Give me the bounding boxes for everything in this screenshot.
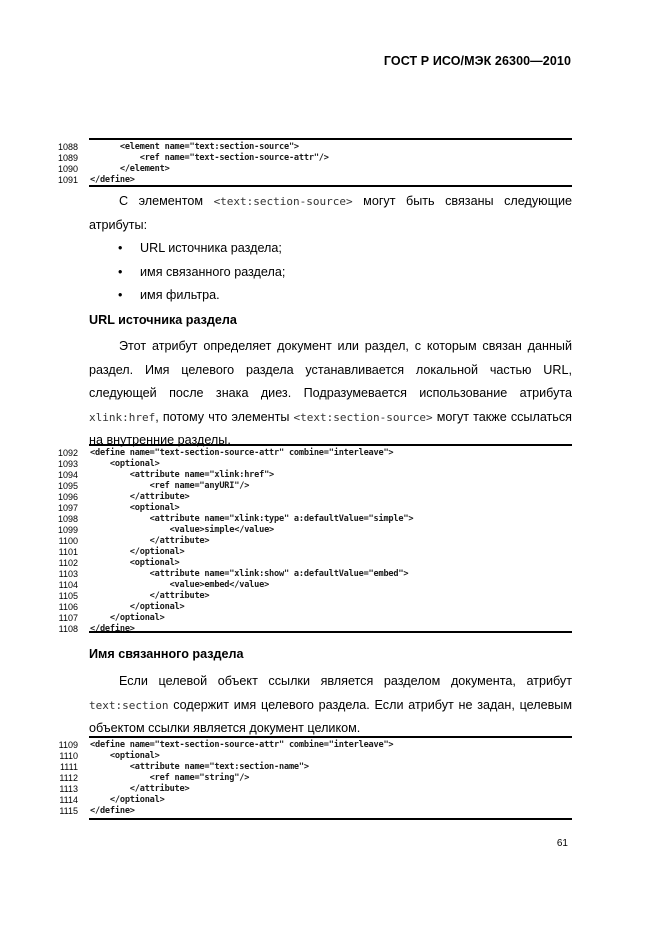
line-number: 1103 xyxy=(58,569,78,579)
code-line xyxy=(40,481,580,492)
code-text: </optional> xyxy=(90,613,165,623)
code-line xyxy=(40,547,580,558)
section-heading-name: Имя связанного раздела xyxy=(89,647,244,661)
line-number: 1102 xyxy=(58,558,78,568)
line-number: 1115 xyxy=(59,806,78,816)
line-number: 1104 xyxy=(58,580,78,590)
code-text: </optional> xyxy=(90,602,185,612)
code-text: <optional> xyxy=(90,558,180,568)
section-heading-url: URL источника раздела xyxy=(89,313,237,327)
code-text: <optional> xyxy=(90,459,160,469)
code-line xyxy=(40,525,580,536)
code-line xyxy=(40,448,580,459)
code-line xyxy=(40,514,580,525)
code-text: <define name="text-section-source-attr" combine="interleave"> xyxy=(90,448,394,458)
intro-text-2: могут быть связаны следующие атрибуты: xyxy=(89,194,572,232)
code-line xyxy=(40,492,580,503)
list-item-text: имя связанного раздела; xyxy=(140,264,286,279)
code-block-bottom-rule xyxy=(89,185,572,187)
line-number: 1114 xyxy=(59,795,78,805)
code-text: <attribute name="xlink:show" a:defaultValue="embed"> xyxy=(90,569,409,579)
code-line xyxy=(40,740,580,751)
code-line xyxy=(40,503,580,514)
line-number: 1088 xyxy=(57,142,78,152)
list-item-text: имя фильтра. xyxy=(140,288,220,302)
intro-code: <text:section-source> xyxy=(213,195,353,208)
line-number: 1107 xyxy=(58,613,78,623)
url-text-2: , потому что элементы xyxy=(155,409,294,424)
code-line xyxy=(40,613,580,624)
code-text: </define> xyxy=(90,624,135,634)
code-text: </define> xyxy=(90,175,135,185)
list-item-text: URL источника раздела; xyxy=(140,241,282,255)
list-item xyxy=(118,261,285,285)
code-text: </define> xyxy=(90,806,135,816)
code-text: </attribute> xyxy=(90,591,210,601)
line-number: 1096 xyxy=(57,492,78,502)
line-number: 1101 xyxy=(58,547,78,557)
code-line xyxy=(40,751,580,762)
code-block-3 xyxy=(40,740,580,817)
line-number: 1094 xyxy=(57,470,78,480)
name-text-1: Если целевой объект ссылки является разделом документа, атрибут xyxy=(119,674,572,688)
code-text: </attribute> xyxy=(90,784,190,794)
line-number: 1095 xyxy=(57,481,78,491)
bullet-marker: • xyxy=(118,241,123,255)
code-block-2 xyxy=(40,448,580,635)
line-number: 1097 xyxy=(57,503,78,513)
code-text: <ref name="anyURI"/> xyxy=(90,481,250,491)
line-number: 1091 xyxy=(57,175,78,185)
code-text: </optional> xyxy=(90,547,185,557)
url-code-2: <text:section-source> xyxy=(293,410,433,424)
code-line xyxy=(40,569,580,580)
code-line xyxy=(40,164,580,175)
code-line xyxy=(40,602,580,613)
url-text-3: могут также ссылаться на внутренние разделы. xyxy=(89,409,572,447)
code-text: <optional> xyxy=(90,503,180,513)
code-line xyxy=(40,580,580,591)
intro-paragraph xyxy=(89,190,572,237)
code-text: </optional> xyxy=(90,795,165,805)
code-text: <element name="text:section-source"> xyxy=(90,142,299,152)
line-number: 1093 xyxy=(57,459,78,469)
code-block-top-rule xyxy=(89,736,572,738)
code-line xyxy=(40,762,580,773)
line-number: 1111 xyxy=(59,762,78,772)
bullet-marker: • xyxy=(118,288,123,302)
line-number: 1105 xyxy=(58,591,78,601)
name-code-1: text:section xyxy=(89,698,169,712)
code-text: <value>simple</value> xyxy=(90,525,275,535)
code-block-bottom-rule xyxy=(89,631,572,633)
list-item xyxy=(118,237,285,261)
code-text: <value>embed</value> xyxy=(90,580,270,590)
list-item xyxy=(118,284,285,308)
code-block-bottom-rule xyxy=(89,818,572,820)
line-number: 1113 xyxy=(59,784,78,794)
code-line xyxy=(40,459,580,470)
line-number: 1110 xyxy=(59,751,78,761)
code-line xyxy=(40,470,580,481)
line-number: 1089 xyxy=(57,153,78,163)
attribute-list xyxy=(118,237,285,308)
code-line xyxy=(40,784,580,795)
code-text: <attribute name="xlink:type" a:defaultValue="simple"> xyxy=(90,514,414,524)
code-line xyxy=(40,153,580,164)
line-number: 1108 xyxy=(58,624,78,634)
code-block-top-rule xyxy=(89,138,572,140)
code-line xyxy=(40,142,580,153)
code-text: <attribute name="xlink:href"> xyxy=(90,470,275,480)
code-line xyxy=(40,806,580,817)
code-block-1 xyxy=(40,142,580,186)
line-number: 1109 xyxy=(58,740,78,750)
line-number: 1112 xyxy=(59,773,78,783)
code-line xyxy=(40,591,580,602)
code-line xyxy=(40,773,580,784)
standard-header: ГОСТ Р ИСО/МЭК 26300—2010 xyxy=(383,54,571,68)
code-line xyxy=(40,536,580,547)
line-number: 1099 xyxy=(57,525,78,535)
line-number: 1100 xyxy=(58,536,78,546)
code-text: <attribute name="text:section-name"> xyxy=(90,762,309,772)
line-number: 1090 xyxy=(57,164,78,174)
name-text-2: содержит имя целевого раздела. Если атрибут не задан, целевым объектом ссылки является документ целиком. xyxy=(89,697,572,735)
code-line xyxy=(40,795,580,806)
code-text: <define name="text-section-source-attr" combine="interleave"> xyxy=(90,740,394,750)
intro-text-1: С элементом xyxy=(119,194,214,208)
code-line xyxy=(40,558,580,569)
bullet-marker: • xyxy=(118,264,123,279)
url-paragraph xyxy=(89,335,572,453)
line-number: 1092 xyxy=(57,448,78,458)
code-text: <optional> xyxy=(90,751,160,761)
code-text: </attribute> xyxy=(90,536,210,546)
code-line xyxy=(40,624,580,635)
line-number: 1106 xyxy=(58,602,78,612)
code-block-top-rule xyxy=(89,444,572,446)
line-number: 1098 xyxy=(57,514,78,524)
code-text: </element> xyxy=(90,164,170,174)
url-code-1: xlink:href xyxy=(89,410,156,424)
page-number: 61 xyxy=(556,838,568,849)
code-text: <ref name="text-section-source-attr"/> xyxy=(90,153,329,163)
name-paragraph xyxy=(89,670,572,741)
url-text-1: Этот атрибут определяет документ или раздел, с которым связан данный раздел. Имя целевого раздела устанавливается локальной частью URL, следующей после знака диез. Подразумевается использование атрибута xyxy=(89,339,572,400)
code-text: </attribute> xyxy=(90,492,190,502)
code-text: <ref name="string"/> xyxy=(90,773,250,783)
